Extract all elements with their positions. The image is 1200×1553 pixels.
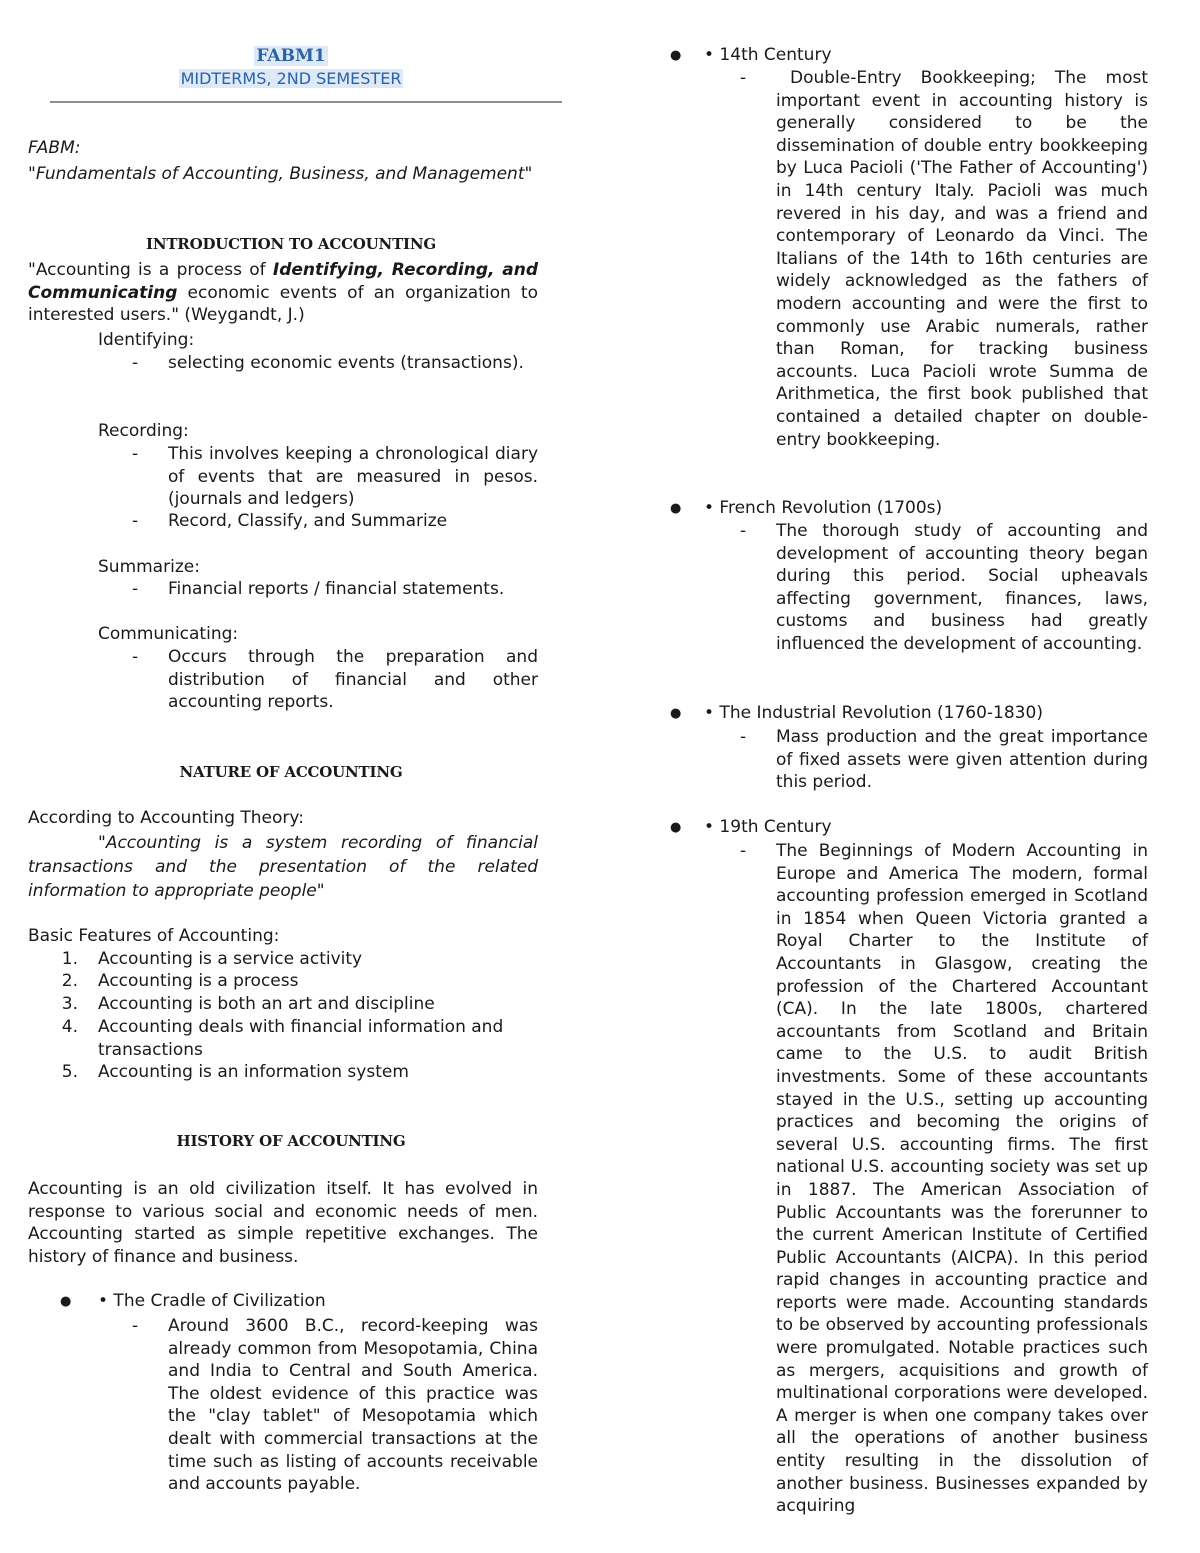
- header-divider: [50, 101, 562, 103]
- recording-label: Recording:: [98, 421, 189, 441]
- bullet-icon: ●: [670, 820, 682, 835]
- bullet-icon: ●: [670, 48, 682, 63]
- fabm-definition: "Fundamentals of Accounting, Business, and Management": [28, 164, 533, 184]
- document-page: FABM1 MIDTERMS, 2ND SEMESTER FABM: "Fundamentals of Accounting, Business, and Management" INTRODUCTION TO ACCOUNTING "Accounting is a process of Identifying, Recording, and Communicating economic events of an organization to interested users." (Weygandt, J.) Identifying: - selecting economic events (transactions). Recording: - This involves keeping a chronological diary of events that are measured in pesos. (journals and ledgers) - Record, Classify, and Summarize Summarize: - Financial reports / financial statements. Communicating: - Occurs through the preparation and distribution of financial and other accounting reports. NATURE OF ACCOUNTING According to Accounting Theory: "Accounting is a system recording of financial transactions and the presentation of the related information to appropriate people" Basic Features of Accounting: 1. Accounting is a service activity 2. Accounting is a process 3. Accounting is both an art and discipline 4. Accounting deals with financial information and transactions 5. Accounting is an information system HISTORY OF ACCOUNTING Accounting is an old civilization itself. It has evolved in response to various social and economic needs of men. Accounting started as simple repetitive exchanges. The history of finance and business. ● • The Cradle of Civilization - Around 3600 B.C., record-keeping was already common from Mesopotamia, China and India to Central and South America. The oldest evidence of this practice was the "clay tablet" of Mesopotamia which dealt with commercial transactions at the time such as listing of accounts receivable and accounts payable. ● • 14th Century - Double-Entry Bookkeeping; The most important event in accounting history is generally considered to be the dissemination of double entry bookkeeping by Luca Pacioli ('The Father of Accounting') in 14th century Italy. Pacioli was much revered in his day, and was a friend and contemporary of Leonardo da Vinci. The Italians of the 14th to 16th centuries are widely acknowledged as the fathers of modern accounting and were the first to commonly use Arabic numerals, rather than Roman, for tracking business accounts. Luca Pacioli wrote Summa de Arithmetica, the first book published that contained a detailed chapter on double-entry bookkeeping. ● • French Revolution (1700s) - The thorough study of accounting and development of accounting theory began during this period. Social upheavals affecting government, finances, laws, customs and business had greatly influenced the development of accounting. ● • The Industrial Revolution (1760-1830) - Mass production and the great importance of fixed assets were given attention during this period. ● • 19th Century - The Beginnings of Modern Accounting in Europe and America The modern, formal accounting profession emerged in Scotland in 1854 when Queen Victoria granted a Royal Charter to the Institute of Accountants in Glasgow, creating the profession of the Chartered Accountant (CA). In the late 1800s, chartered accountants from Scotland and Britain came to the U.S. to audit British investments. Some of these accountants stayed in the U.S., setting up accounting practices and becoming the origins of several U.S. accounting firms. The first national U.S. accounting society was set up in 1887. The American Association of Public Accountants was the forerunner to the current American Institute of Certified Public Accountants (AICPA). In this period rapid changes in accounting practice and reports were made. Accounting standards to be observed by accounting professionals were promulgated. Notable practices such as mergers, acquisitions and growth of multinational corporations were developed. A merger is when one company takes over all the operations of another business entity resulting in the dissolution of another business. Businesses expanded by acquiring: [28, 45, 1148, 1517]
- summarize-label: Summarize:: [98, 557, 200, 577]
- theory-quote: "Accounting is a system recording of financial transactions and the presentation of the related information to appropriate people": [28, 833, 538, 901]
- century-19-title: • 19th Century: [704, 817, 832, 837]
- identifying-label: Identifying:: [98, 330, 195, 350]
- bullet-icon: ●: [670, 501, 682, 516]
- bullet-icon: ●: [60, 1294, 72, 1309]
- term-subtitle: MIDTERMS, 2ND SEMESTER: [180, 69, 402, 88]
- theory-label: According to Accounting Theory:: [28, 808, 304, 828]
- industrial-revolution-title: • The Industrial Revolution (1760-1830): [704, 703, 1043, 723]
- cradle-title: • The Cradle of Civilization: [98, 1291, 326, 1311]
- nature-heading: NATURE OF ACCOUNTING: [179, 763, 403, 781]
- features-label: Basic Features of Accounting:: [28, 926, 280, 946]
- intro-definition: "Accounting is a process of Identifying, Recording, and Communicating economic events of an organization to interested users." (Weygandt, J.): [28, 260, 538, 326]
- history-heading: HISTORY OF ACCOUNTING: [176, 1132, 406, 1150]
- french-revolution-title: • French Revolution (1700s): [704, 498, 943, 518]
- course-title: FABM1: [256, 46, 326, 66]
- intro-heading: INTRODUCTION TO ACCOUNTING: [146, 235, 436, 253]
- century-14-title: • 14th Century: [704, 45, 832, 65]
- bullet-icon: ●: [670, 706, 682, 721]
- fabm-label: FABM:: [28, 138, 81, 158]
- history-intro: Accounting is an old civilization itself. It has evolved in response to various social and economic needs of men. Accounting started as simple repetitive exchanges. The history of finance and business.: [28, 1179, 538, 1267]
- communicating-label: Communicating:: [98, 624, 239, 644]
